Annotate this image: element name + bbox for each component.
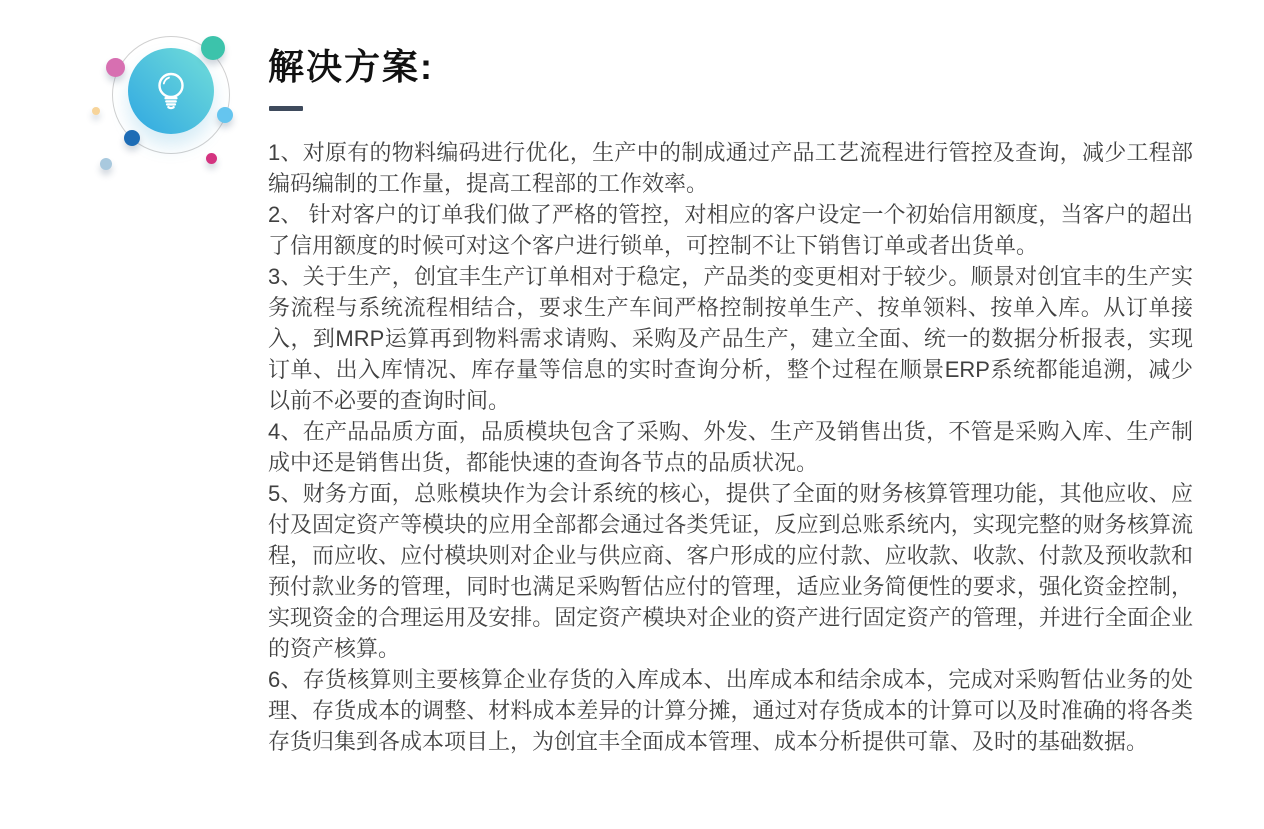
section-title: 解决方案: [268,46,434,87]
solution-paragraph: 4、在产品品质方面，品质模块包含了采购、外发、生产及销售出货，不管是采购入库、生产制成中还是销售出货，都能快速的查询各节点的品质状况。 [268,419,1193,475]
solution-paragraph: 5、财务方面，总账模块作为会计系统的核心，提供了全面的财务核算管理功能，其他应收、应付及固定资产等模块的应用全部都会通过各类凭证，反应到总账系统内，实现完整的财务核算流程，而应收、应付模块则对企业与供应商、客户形成的应付款、应收款、收款、付款及预收款和预付款业务的管理，同时也满足采购暂估应付的管理，适应业务简便性的要求，强化资金控制，实现资金的合理运用及安排。固定资产模块对企业的资产进行固定资产的管理，并进行全面企业的资产核算。 [268,481,1193,661]
blue-dot [124,130,140,146]
solution-paragraph: 3、关于生产，创宜丰生产订单相对于稳定，产品类的变更相对于较少。顺景对创宜丰的生产实务流程与系统流程相结合，要求生产车间严格控制按单生产、按单领料、按单入库。从订单接入，到MRP运算再到物料需求请购、采购及产品生产，建立全面、统一的数据分析报表，实现订单、出入库情况、库存量等信息的实时查询分析，整个过程在顺景ERP系统都能追溯，减少以前不必要的查询时间。 [268,264,1193,413]
pink-dot [106,58,125,77]
sky-dot [217,107,233,123]
lightbulb-badge [80,25,250,195]
lightbulb-icon [128,48,214,134]
teal-dot [201,36,225,60]
solution-paragraph: 1、对原有的物料编码进行优化，生产中的制成通过产品工艺流程进行管控及查询，减少工程部编码编制的工作量，提高工程部的工作效率。 [268,140,1193,196]
solution-paragraph: 2、 针对客户的订单我们做了严格的管控，对相应的客户设定一个初始信用额度，当客户的超出了信用额度的时候可对这个客户进行锁单，可控制不让下销售订单或者出货单。 [268,202,1193,258]
title-underline [269,106,303,111]
magenta-dot [206,153,217,164]
grayblue-dot [100,158,112,170]
solution-paragraph: 6、存货核算则主要核算企业存货的入库成本、出库成本和结余成本，完成对采购暂估业务的处理、存货成本的调整、材料成本差异的计算分摊，通过对存货成本的计算可以及时准确的将各类存货归集到各成本项目上，为创宜丰全面成本管理、成本分析提供可靠、及时的基础数据。 [268,667,1193,754]
solution-text [268,137,1193,757]
lightbulb-glyph [147,67,195,115]
yellow-dot [92,107,100,115]
